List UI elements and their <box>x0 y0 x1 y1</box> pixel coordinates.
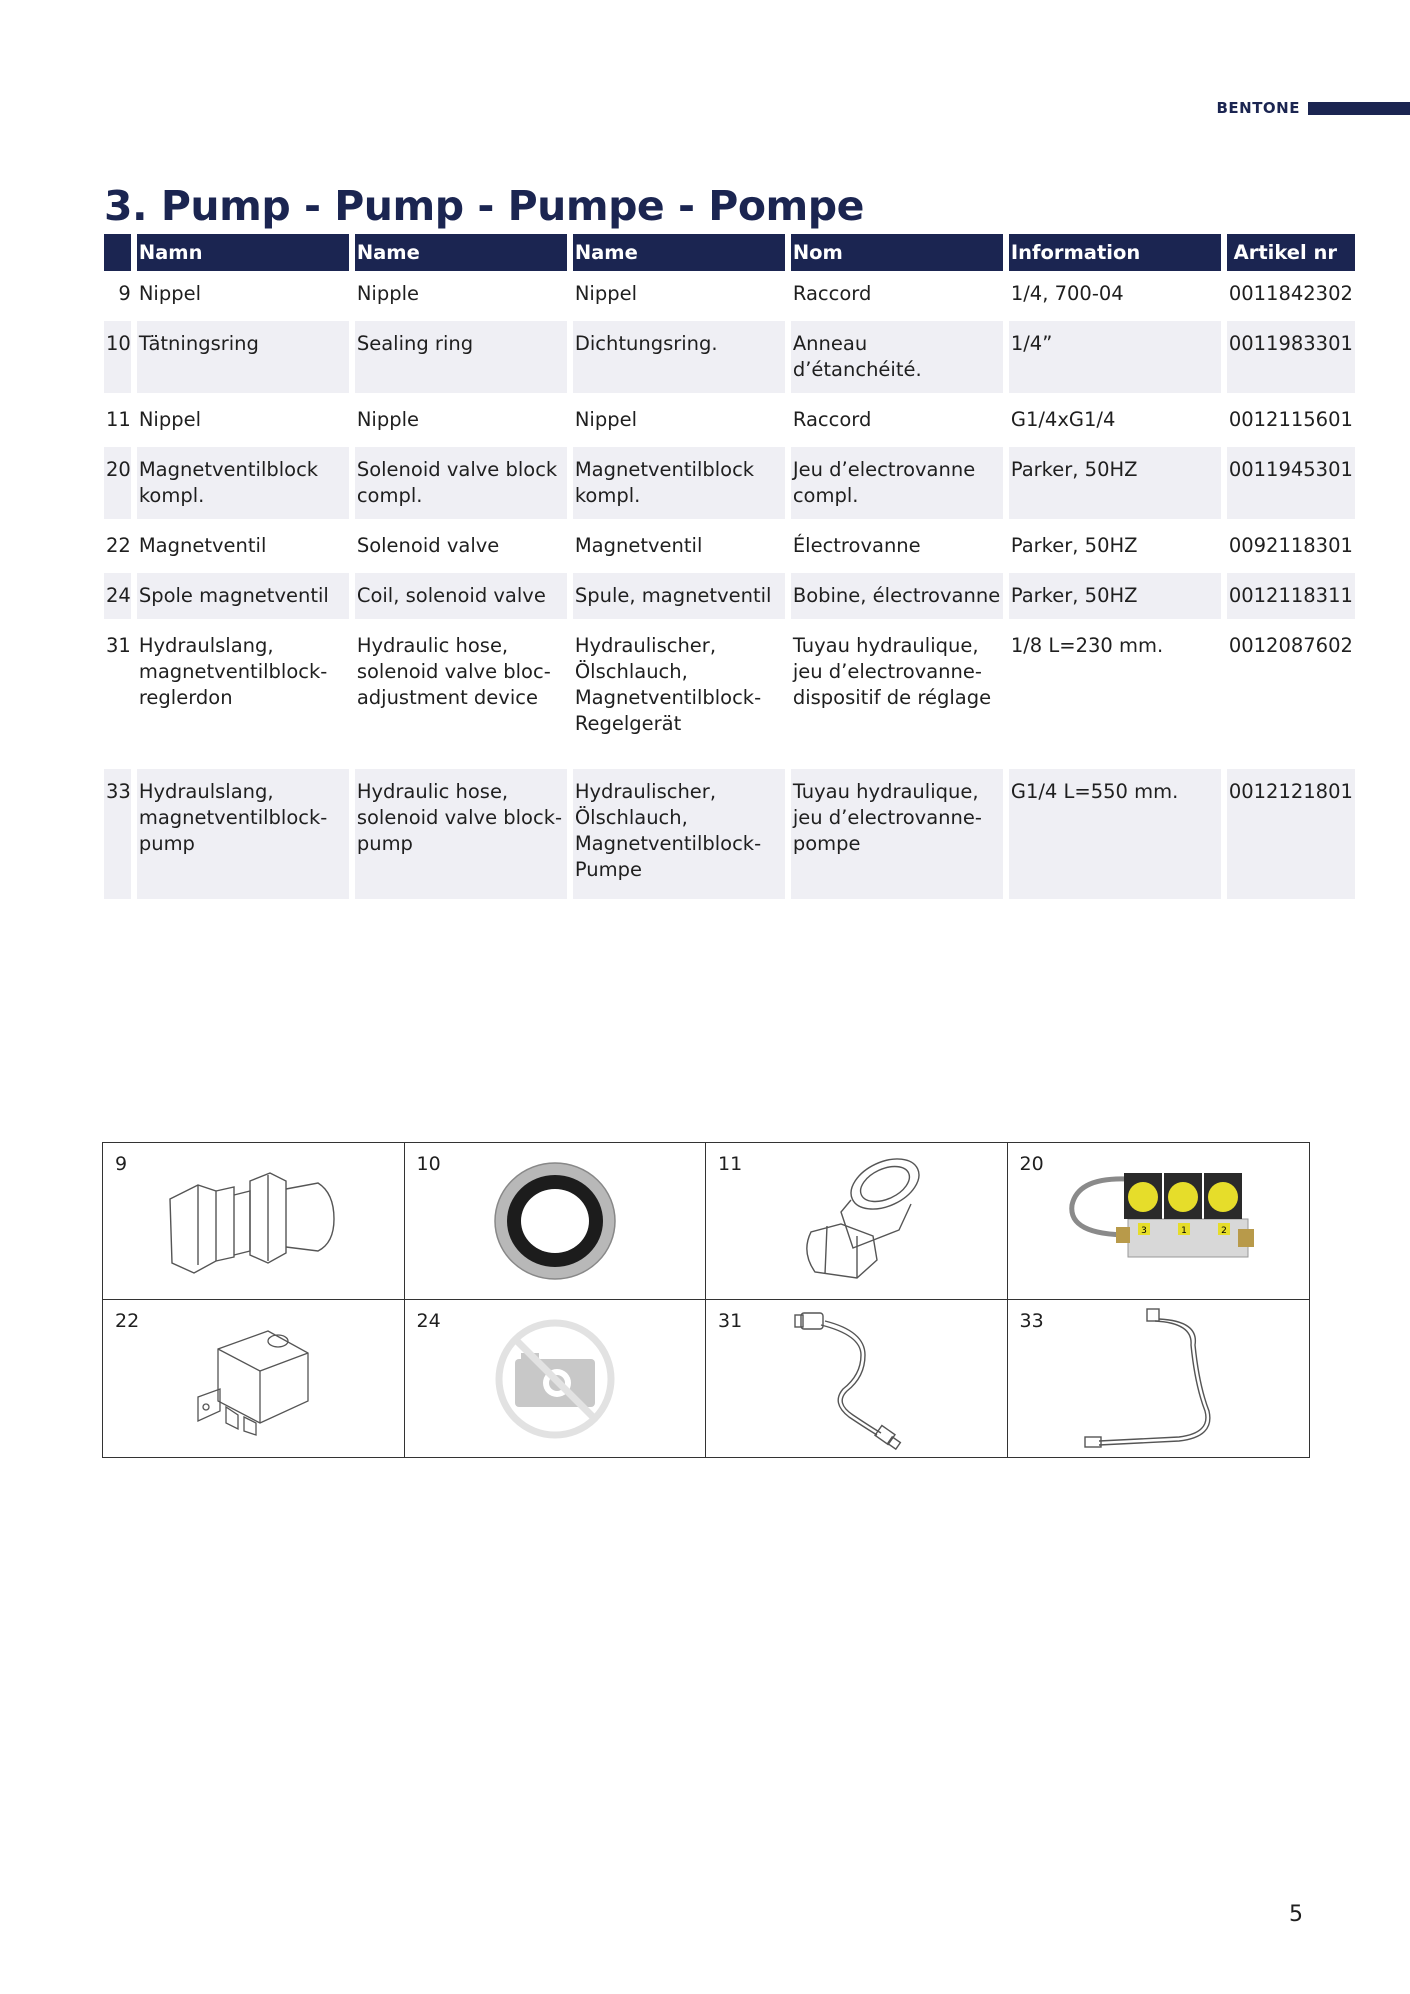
cell-name-sv: Spole magnetventil <box>137 573 349 619</box>
cell-article-number: 0011842302 <box>1228 282 1353 305</box>
brand-header <box>1216 100 1410 116</box>
cell-name-fr: Raccord <box>792 408 872 431</box>
figure-cell-20 <box>1008 1143 1310 1300</box>
header-name-en: Name <box>355 234 567 271</box>
cell-information: 1/8 L=230 mm. <box>1010 634 1164 657</box>
table-row <box>104 321 1355 393</box>
cell-article-number: 0012121801 <box>1227 769 1355 899</box>
table-row <box>104 523 1355 569</box>
cell-name-de: Hydraulischer, Ölschlauch, Magnetventilblock- Regelgerät <box>574 634 762 735</box>
cell-information: G1/4 L=550 mm. <box>1009 769 1221 899</box>
cell-article-number: 0011983301 <box>1227 321 1355 393</box>
cell-name-de: Nippel <box>574 282 638 305</box>
figure-label: 31 <box>718 1310 743 1332</box>
cell-name-en: Coil, solenoid valve <box>355 573 567 619</box>
figure-cell-31 <box>706 1300 1008 1457</box>
nipple-drawing-icon <box>158 1161 348 1281</box>
page-title: 3. Pump - Pump - Pumpe - Pompe <box>104 182 864 230</box>
cell-name-sv: Hydraulslang, magnetventilblock- reglerdon <box>138 634 328 709</box>
valve-number: 3 <box>1141 1226 1148 1236</box>
brand-bar <box>1308 102 1410 115</box>
cell-information: G1/4xG1/4 <box>1010 408 1116 431</box>
cell-name-en: Sealing ring <box>355 321 567 393</box>
table-row <box>104 397 1355 443</box>
row-number: 9 <box>118 282 131 305</box>
cell-name-de: Nippel <box>574 408 638 431</box>
cell-information: Parker, 50HZ <box>1009 573 1221 619</box>
row-number: 22 <box>106 534 131 557</box>
figure-label: 9 <box>115 1153 128 1175</box>
header-name-de: Name <box>573 234 785 271</box>
cell-name-sv: Magnetventilblock kompl. <box>137 447 349 519</box>
figure-label: 33 <box>1019 1310 1044 1332</box>
nipple-drawing-icon <box>781 1156 931 1286</box>
cell-name-fr: Jeu d’electrovanne compl. <box>791 447 1003 519</box>
cell-name-de: Hydraulischer, Ölschlauch, Magnetventilblock- Pumpe <box>573 769 785 899</box>
cell-name-en: Hydraulic hose, solenoid valve block- pump <box>355 769 567 899</box>
cell-name-en: Solenoid valve <box>356 534 500 557</box>
cell-name-fr: Raccord <box>792 282 872 305</box>
cell-article-number: 0011945301 <box>1227 447 1355 519</box>
figure-cell-10 <box>405 1143 707 1300</box>
cell-name-fr: Électrovanne <box>792 534 921 557</box>
header-artikel-nr: Artikel nr <box>1227 234 1355 271</box>
figure-cell-33 <box>1008 1300 1310 1457</box>
cell-article-number: 0012087602 <box>1228 634 1353 657</box>
cell-name-de: Magnetventil <box>574 534 703 557</box>
cell-name-sv: Hydraulslang, magnetventilblock- pump <box>137 769 349 899</box>
header-nom: Nom <box>791 234 1003 271</box>
table-row <box>104 573 1355 619</box>
cell-name-de: Dichtungsring. <box>573 321 785 393</box>
hydraulic-hose-drawing-icon <box>1083 1305 1233 1453</box>
cell-name-en: Solenoid valve block compl. <box>355 447 567 519</box>
row-number: 33 <box>104 769 131 899</box>
row-number: 10 <box>104 321 131 393</box>
cell-name-de: Spule, magnetventil <box>573 573 785 619</box>
page-number: 5 <box>1289 1902 1303 1927</box>
figure-cell-22 <box>103 1300 405 1457</box>
table-row <box>104 623 1355 765</box>
cell-name-sv: Magnetventil <box>138 534 267 557</box>
figure-label: 24 <box>416 1310 441 1332</box>
header-namn: Namn <box>137 234 349 271</box>
cell-name-sv: Tätningsring <box>137 321 349 393</box>
parts-table <box>98 234 1361 899</box>
no-image-icon <box>493 1317 617 1441</box>
header-num <box>104 234 131 271</box>
valve-number: 2 <box>1221 1226 1228 1236</box>
cell-name-en: Nipple <box>356 282 420 305</box>
cell-article-number: 0092118301 <box>1228 534 1353 557</box>
figure-label: 11 <box>718 1153 743 1175</box>
sealing-ring-icon <box>490 1159 620 1283</box>
cell-information: Parker, 50HZ <box>1010 534 1138 557</box>
figure-label: 20 <box>1019 1153 1044 1175</box>
row-number: 31 <box>106 634 131 657</box>
cell-name-en: Nipple <box>356 408 420 431</box>
cell-information: 1/4, 700-04 <box>1010 282 1124 305</box>
cell-article-number: 0012115601 <box>1228 408 1353 431</box>
figure-cell-24 <box>405 1300 707 1457</box>
valve-number: 1 <box>1181 1226 1188 1236</box>
row-number: 11 <box>106 408 131 431</box>
cell-name-en: Hydraulic hose, solenoid valve bloc- adjustment device <box>356 634 551 709</box>
row-number: 24 <box>104 573 131 619</box>
brand-name: BENTONE <box>1216 99 1300 117</box>
cell-information: Parker, 50HZ <box>1009 447 1221 519</box>
figure-label: 10 <box>416 1153 441 1175</box>
solenoid-valve-drawing-icon <box>178 1319 328 1439</box>
table-row <box>104 769 1355 899</box>
cell-name-de: Magnetventilblock kompl. <box>573 447 785 519</box>
figure-cell-9 <box>103 1143 405 1300</box>
cell-name-fr: Anneau d’étanchéité. <box>791 321 1003 393</box>
parts-image-grid <box>102 1142 1310 1458</box>
cell-name-sv: Nippel <box>138 282 202 305</box>
hydraulic-hose-drawing-icon <box>791 1305 921 1453</box>
table-header-row <box>104 234 1355 271</box>
cell-article-number: 0012118311 <box>1227 573 1355 619</box>
header-information: Information <box>1009 234 1221 271</box>
figure-cell-11 <box>706 1143 1008 1300</box>
table-row <box>104 447 1355 519</box>
row-number: 20 <box>104 447 131 519</box>
cell-information: 1/4” <box>1009 321 1221 393</box>
cell-name-fr: Bobine, électrovanne <box>791 573 1003 619</box>
figure-label: 22 <box>115 1310 140 1332</box>
table-row <box>104 271 1355 317</box>
solenoid-valve-block-icon <box>1058 1165 1258 1277</box>
cell-name-sv: Nippel <box>138 408 202 431</box>
cell-name-fr: Tuyau hydraulique, jeu d’electrovanne- dispositif de réglage <box>792 634 992 709</box>
cell-name-fr: Tuyau hydraulique, jeu d’electrovanne- pompe <box>791 769 1003 899</box>
